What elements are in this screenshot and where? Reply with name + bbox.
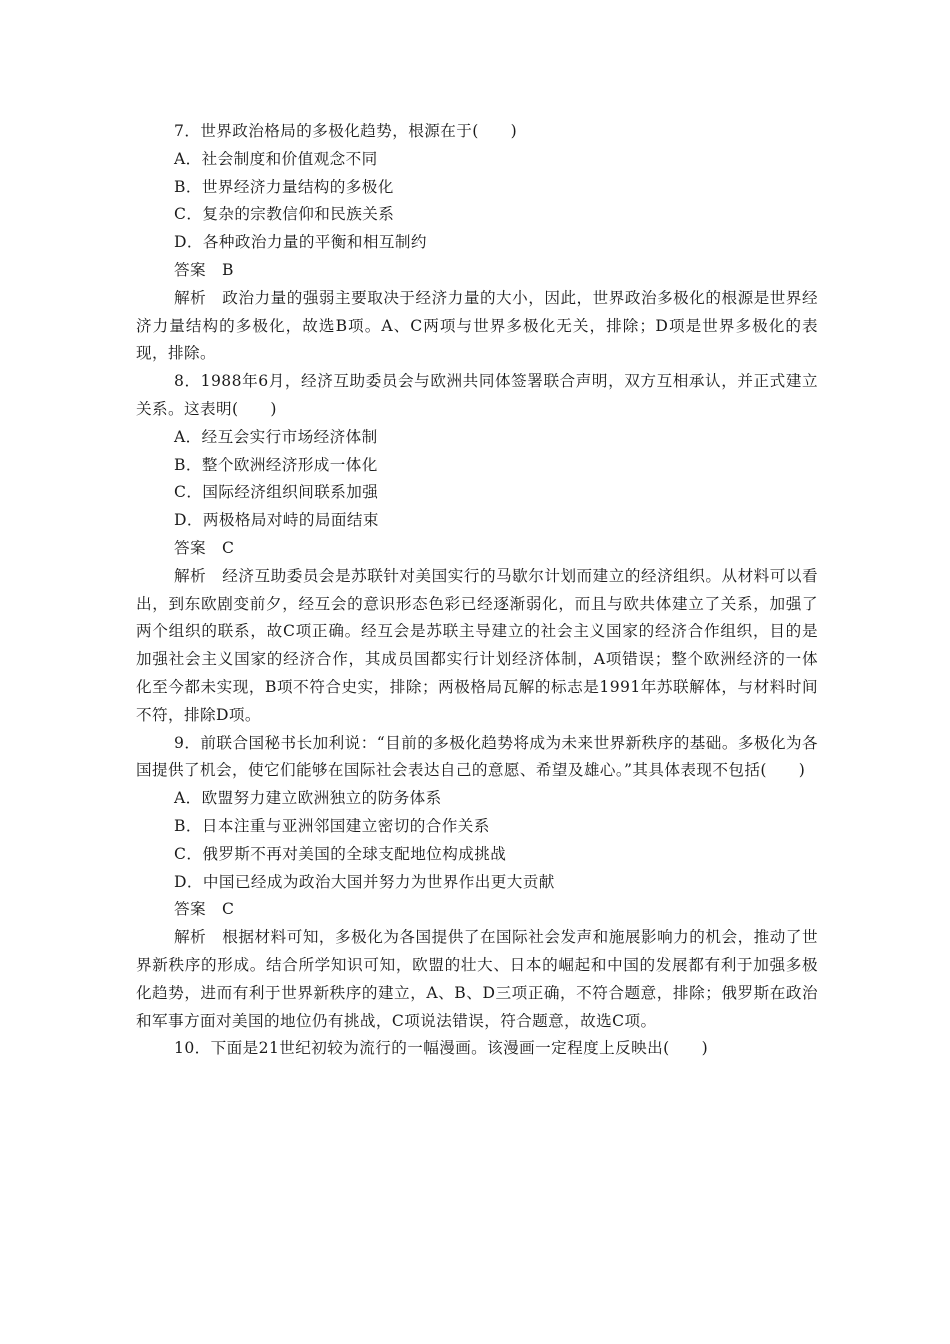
question-list	[136, 118, 818, 1063]
answer: 答案 C	[174, 900, 235, 919]
question-stem: 10．下面是21世纪初较为流行的一幅漫画。该漫画一定程度上反映出( )	[174, 1039, 709, 1058]
question-stem: 7．世界政治格局的多极化趋势，根源在于( )	[174, 122, 518, 140]
question-stem: 8．1988年6月，经济互助委员会与欧洲共同体签署联合声明，双方互相承认，并正式建立关系。这表明( )	[136, 372, 818, 418]
option-c: C．俄罗斯不再对美国的全球支配地位构成挑战	[174, 844, 507, 863]
question-10	[136, 1035, 818, 1063]
option-a: A．经互会实行市场经济体制	[174, 427, 378, 446]
option-a: A．欧盟努力建立欧洲独立的防务体系	[174, 789, 442, 808]
option-d: D．各种政治力量的平衡和相互制约	[174, 233, 427, 252]
explanation: 解析 政治力量的强弱主要取决于经济力量的大小，因此，世界政治多极化的根源是世界经济力量结构的多极化，故选B项。A、C两项与世界多极化无关，排除；D项是世界多极化的表现，排除。	[136, 288, 818, 363]
option-c: C．复杂的宗教信仰和民族关系	[174, 205, 395, 224]
option-d: D．中国已经成为政治大国并努力为世界作出更大贡献	[174, 872, 555, 891]
option-b: B．日本注重与亚洲邻国建立密切的合作关系	[174, 816, 490, 835]
question-9	[136, 730, 818, 1036]
option-a: A．社会制度和价值观念不同	[174, 149, 378, 168]
explanation: 解析 根据材料可知，多极化为各国提供了在国际社会发声和施展影响力的机会，推动了世界新秩序的形成。结合所学知识可知，欧盟的壮大、日本的崛起和中国的发展都有利于加强多极化趋势，进而有利于世界新秩序的建立，A、B、D三项正确，不符合题意，排除；俄罗斯在政治和军事方面对美国的地位仍有挑战，C项说法错误，符合题意，故选C项。	[136, 928, 818, 1030]
option-d: D．两极格局对峙的局面结束	[174, 511, 379, 530]
answer: 答案 C	[174, 538, 235, 557]
question-7	[136, 118, 818, 368]
option-c: C．国际经济组织间联系加强	[174, 483, 379, 502]
question-8	[136, 368, 818, 729]
explanation: 解析 经济互助委员会是苏联针对美国实行的马歇尔计划而建立的经济组织。从材料可以看出，到东欧剧变前夕，经互会的意识形态色彩已经逐渐弱化，而且与欧共体建立了关系，加强了两个组织的联系，故C项正确。经互会是苏联主导建立的社会主义国家的经济合作组织，目的是加强社会主义国家的经济合作，其成员国都实行计划经济体制，A项错误；整个欧洲经济的一体化至今都未实现，B项不符合史实，排除；两极格局瓦解的标志是1991年苏联解体，与材料时间不符，排除D项。	[136, 566, 818, 724]
option-b: B．整个欧洲经济形成一体化	[174, 455, 378, 474]
answer: 答案 B	[174, 260, 234, 279]
option-b: B．世界经济力量结构的多极化	[174, 177, 394, 196]
question-stem: 9．前联合国秘书长加利说：“目前的多极化趋势将成为未来世界新秩序的基础。多极化为各国提供了机会，使它们能够在国际社会表达自己的意愿、希望及雄心。”其具体表现不包括( )	[136, 733, 818, 780]
